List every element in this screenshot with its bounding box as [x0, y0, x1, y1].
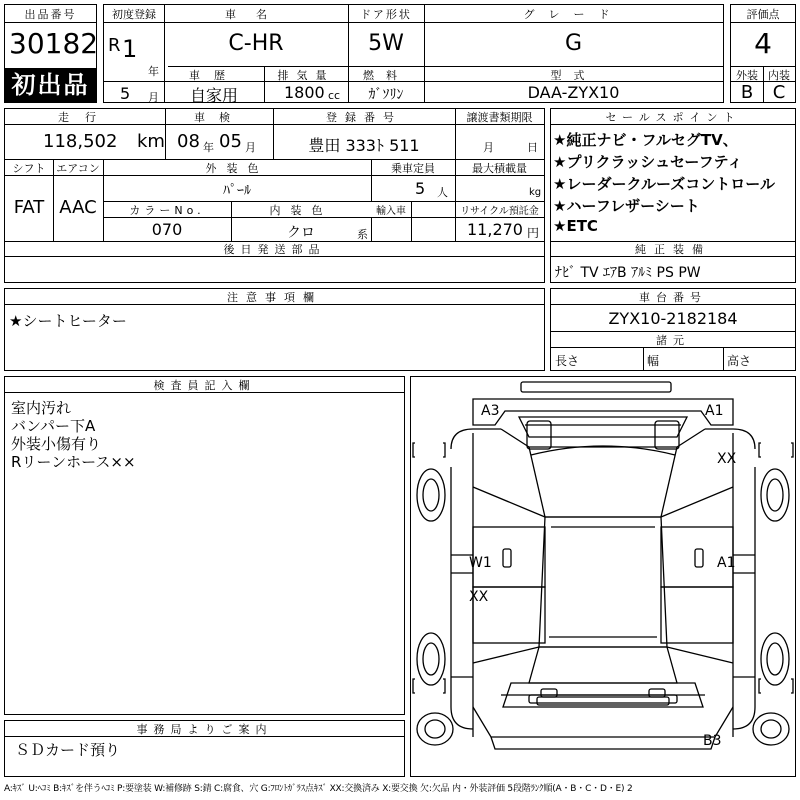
- inspector-line-3: 外装小傷有り: [11, 435, 102, 453]
- grade-value: G: [564, 31, 583, 56]
- fuel-label: 燃料: [363, 69, 409, 82]
- transfer-day-unit: 日: [527, 141, 538, 154]
- model-label: 型式: [550, 69, 597, 82]
- shift-value: FAT: [13, 197, 45, 218]
- max-load-unit: kg: [529, 187, 542, 198]
- mileage-value: 118,502: [43, 131, 118, 152]
- mark-xx-right: XX: [717, 451, 737, 467]
- exterior-color-value: ﾊﾟｰﾙ: [223, 183, 251, 199]
- capacity-unit: 人: [437, 186, 448, 199]
- score-section: [730, 4, 796, 103]
- ext-label: 外装: [736, 69, 758, 82]
- ac-label: エアコン: [56, 162, 100, 175]
- mark-a3: A3: [481, 403, 500, 419]
- interior-color-suffix: 系: [357, 228, 368, 241]
- office-box: [4, 720, 405, 777]
- door-value: 5W: [368, 31, 404, 56]
- sales-point-1: ★純正ナビ・フルセグTV、: [553, 131, 738, 149]
- notes-box: [4, 288, 545, 371]
- ext-value: B: [740, 82, 754, 103]
- height-label: 高さ: [727, 354, 752, 368]
- registration-value: 豊田 333ﾄ 511: [308, 136, 420, 155]
- office-value: ＳＤカード預り: [15, 741, 121, 759]
- inspection-month-unit: 月: [245, 141, 256, 154]
- displacement-label: 排気量: [277, 69, 335, 82]
- inspection-year: 08: [177, 131, 200, 152]
- lot-section: [4, 4, 97, 103]
- era: R: [108, 35, 121, 56]
- notes-value: ★シートヒーター: [9, 312, 127, 330]
- inspector-label: 検査員記入欄: [153, 379, 256, 392]
- office-label: 事務局よりご案内: [136, 723, 273, 736]
- first-listing-badge: 初出品: [5, 68, 96, 102]
- car-diagram: [410, 376, 796, 777]
- inspector-line-4: Rリーンホース××: [11, 453, 136, 471]
- model-value: DAA-ZYX10: [527, 83, 620, 102]
- color-no-value: 070: [151, 220, 183, 239]
- registration-label: 登録番号: [326, 111, 402, 124]
- score-value: 4: [754, 27, 772, 60]
- mark-a1-front: A1: [705, 403, 724, 419]
- length-label: 長さ: [555, 354, 580, 368]
- inspection-label: 車検: [194, 111, 244, 124]
- ac-value: AAC: [59, 197, 97, 218]
- interior-color-label: 内装色: [269, 204, 333, 217]
- chassis-box: [550, 288, 796, 371]
- displacement-value: 1800: [284, 83, 325, 102]
- inspector-box: [4, 376, 405, 715]
- sales-point-5: ★ETC: [553, 217, 598, 235]
- capacity-label: 乗車定員: [391, 162, 435, 175]
- chassis-value: ZYX10-2182184: [608, 309, 738, 328]
- history-label: 車歴: [189, 69, 239, 82]
- score-label: 評価点: [746, 8, 780, 21]
- displacement-unit: cc: [328, 89, 341, 102]
- color-no-label: カラーNo.: [129, 204, 205, 217]
- transfer-label: 譲渡書類期限: [466, 111, 533, 124]
- import-label: 輸入車: [376, 206, 406, 217]
- inspector-line-2: バンパー下A: [11, 417, 96, 435]
- car-diagram-svg: [411, 377, 795, 776]
- year-unit: 年: [148, 65, 159, 78]
- chassis-label: 車台番号: [639, 291, 707, 304]
- max-load-label: 最大積載量: [472, 162, 527, 175]
- legend: A:ｷｽﾞ U:ﾍｺﾐ B:ｷｽﾞを伴うﾍｺﾐ P:要塗装 W:補修跡 S:錆 C:腐食、穴 G:ﾌﾛﾝﾄｶﾞﾗｽ点ｷｽﾞ XX:交換済み X:要交換 欠:欠品 内・外装評価 5段階ﾗﾝｸ順(A・B・C・D・E) 2: [4, 784, 633, 794]
- month-unit: 月: [148, 91, 159, 104]
- exterior-color-label: 外装色: [205, 162, 269, 175]
- recycle-unit: 円: [527, 226, 540, 240]
- width-label: 幅: [647, 354, 660, 368]
- era-year: 1: [122, 35, 138, 63]
- lot-label: 出品番号: [24, 8, 77, 21]
- genuine-equipment-value: ﾅﾋﾞ TV ｴｱB ｱﾙﾐ PS PW: [555, 265, 701, 281]
- car-name-label: 車名: [225, 8, 287, 21]
- history-value: 自家用: [189, 86, 238, 105]
- inspection-month: 05: [219, 131, 242, 152]
- mark-b3: B3: [703, 733, 722, 749]
- recycle-value: 11,270: [467, 220, 523, 239]
- int-value: C: [772, 82, 786, 103]
- interior-color-value: クロ: [287, 225, 315, 241]
- sales-point-3: ★レーダークルーズコントロール: [553, 175, 775, 193]
- sales-point-2: ★プリクラッシュセーフティ: [553, 153, 743, 171]
- mark-w1: W1: [469, 555, 492, 571]
- shift-label: シフト: [12, 162, 46, 175]
- sales-points-label: セールスポイント: [605, 111, 741, 124]
- mileage-unit: km: [137, 131, 165, 152]
- grade-label: グレード: [523, 8, 624, 21]
- genuine-equipment-label: 純正装備: [635, 243, 711, 256]
- sales-point-4: ★ハーフレザーシート: [553, 197, 700, 215]
- mark-a1-right: A1: [717, 555, 736, 571]
- transfer-month-unit: 月: [483, 141, 494, 154]
- capacity-value: 5: [415, 179, 426, 198]
- fuel-value: ｶﾞｿﾘﾝ: [368, 87, 404, 103]
- mileage-label: 走行: [58, 111, 112, 124]
- door-label: ドア形状: [360, 8, 412, 21]
- recycle-label: リサイクル預託金: [460, 206, 539, 217]
- vehicle-details-table: [4, 108, 545, 283]
- int-label: 内装: [768, 69, 790, 82]
- vehicle-header-table: [103, 4, 724, 103]
- inspector-line-1: 室内汚れ: [11, 399, 72, 417]
- later-parts-label: 後日発送部品: [223, 243, 326, 256]
- sales-points-box: [550, 108, 796, 283]
- first-reg-label: 初度登録: [112, 8, 156, 21]
- notes-label: 注意事項欄: [227, 291, 322, 304]
- lot-number: 30182: [9, 27, 99, 60]
- mark-xx-left: XX: [469, 589, 489, 605]
- spec-label: 諸元: [656, 334, 690, 347]
- first-reg-month: 5: [120, 84, 131, 103]
- inspection-year-unit: 年: [203, 141, 214, 154]
- car-name: C-HR: [228, 31, 284, 56]
